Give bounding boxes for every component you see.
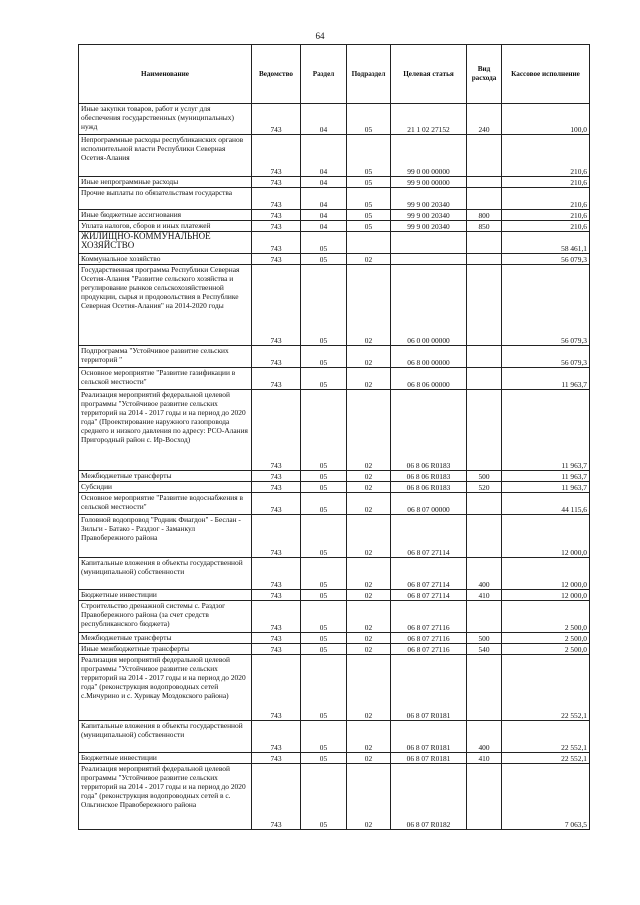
row-expense-type (467, 265, 502, 346)
header-name: Наименование (79, 45, 252, 104)
row-expense-type: 520 (467, 482, 502, 493)
row-amount: 11 963,7 (502, 482, 590, 493)
table-row (79, 104, 590, 135)
table-row (79, 210, 590, 221)
row-expense-type (467, 390, 502, 471)
table-body (79, 104, 590, 830)
row-section: 05 (301, 346, 347, 368)
header-subsection: Подраздел (347, 45, 391, 104)
row-subsection: 02 (347, 601, 391, 633)
table-row (79, 346, 590, 368)
row-name: Уплата налогов, сборов и иных платежей (79, 221, 252, 232)
row-target: 99 9 00 20340 (391, 221, 467, 232)
row-expense-type: 400 (467, 721, 502, 753)
row-name: Государственная программа Республики Северная Осетия-Алания "Развитие сельского хозяйства и регулирование рынков сельскохозяйственной продукции, сырья и продовольствия в Республике Северная Осетия-Алания" на 2014-2020 годы (79, 265, 252, 346)
table-row (79, 721, 590, 753)
row-amount: 12 000,0 (502, 515, 590, 558)
row-subsection: 02 (347, 346, 391, 368)
row-subsection: 02 (347, 482, 391, 493)
row-target: 06 8 07 00000 (391, 493, 467, 515)
row-expense-type (467, 493, 502, 515)
row-name: Межбюджетные трансферты (79, 633, 252, 644)
row-target: 21 1 02 27152 (391, 104, 467, 135)
row-section: 05 (301, 558, 347, 590)
row-name: Прочие выплаты по обязательствам государства (79, 188, 252, 210)
table-row (79, 390, 590, 471)
row-subsection: 02 (347, 558, 391, 590)
row-subsection: 02 (347, 493, 391, 515)
row-name: ЖИЛИЩНО-КОММУНАЛЬНОЕ ХОЗЯЙСТВО (79, 232, 252, 254)
row-section: 04 (301, 177, 347, 188)
row-section: 04 (301, 210, 347, 221)
row-target: 06 8 07 27116 (391, 601, 467, 633)
row-dept: 743 (252, 221, 301, 232)
row-dept: 743 (252, 210, 301, 221)
row-section: 05 (301, 753, 347, 764)
row-expense-type: 410 (467, 590, 502, 601)
row-expense-type: 800 (467, 210, 502, 221)
row-dept: 743 (252, 104, 301, 135)
row-subsection: 02 (347, 655, 391, 721)
table-row (79, 254, 590, 265)
row-subsection: 02 (347, 764, 391, 830)
row-name: Капитальные вложения в объекты государственной (муниципальной) собственности (79, 721, 252, 753)
table-row (79, 558, 590, 590)
row-target: 06 8 06 R0183 (391, 482, 467, 493)
row-expense-type: 500 (467, 471, 502, 482)
table-row (79, 135, 590, 177)
table-row (79, 644, 590, 655)
table-row (79, 515, 590, 558)
row-name: Капитальные вложения в объекты государственной (муниципальной) собственности (79, 558, 252, 590)
row-target: 99 9 00 00000 (391, 177, 467, 188)
row-amount: 22 552,1 (502, 753, 590, 764)
row-dept: 743 (252, 135, 301, 177)
row-dept: 743 (252, 655, 301, 721)
row-subsection: 02 (347, 721, 391, 753)
row-section: 05 (301, 390, 347, 471)
row-expense-type: 400 (467, 558, 502, 590)
row-subsection: 02 (347, 753, 391, 764)
row-subsection: 05 (347, 188, 391, 210)
table-header-row (79, 45, 590, 104)
row-section: 04 (301, 221, 347, 232)
header-target: Целевая статья (391, 45, 467, 104)
row-target: 99 0 00 00000 (391, 135, 467, 177)
row-amount: 58 461,1 (502, 232, 590, 254)
row-expense-type (467, 764, 502, 830)
row-expense-type: 540 (467, 644, 502, 655)
row-amount: 210,6 (502, 188, 590, 210)
row-section: 05 (301, 655, 347, 721)
table-row (79, 655, 590, 721)
table-row (79, 221, 590, 232)
row-name: Строительство дренажной системы с. Раздзог Правобережного района (за счет средств республиканского бюджета) (79, 601, 252, 633)
row-amount: 100,0 (502, 104, 590, 135)
row-dept: 743 (252, 482, 301, 493)
row-amount: 210,6 (502, 177, 590, 188)
row-subsection: 05 (347, 135, 391, 177)
table-row (79, 177, 590, 188)
row-name: Иные закупки товаров, работ и услуг для обеспечения государственных (муниципальных) нужд (79, 104, 252, 135)
row-dept: 743 (252, 764, 301, 830)
row-target: 06 8 07 27116 (391, 644, 467, 655)
row-target: 06 8 07 R0182 (391, 764, 467, 830)
row-expense-type (467, 515, 502, 558)
row-subsection: 05 (347, 104, 391, 135)
row-name: Реализация мероприятий федеральной целевой программы "Устойчивое развитие сельских территорий на 2014 - 2017 годы и на период до 2020 года" (реконструкция водопроводных сетей в с. Ольгинское Правобережного района (79, 764, 252, 830)
row-target: 06 8 07 27114 (391, 590, 467, 601)
row-subsection: 05 (347, 221, 391, 232)
row-section: 05 (301, 254, 347, 265)
row-dept: 743 (252, 368, 301, 390)
row-amount: 210,6 (502, 135, 590, 177)
row-dept: 743 (252, 493, 301, 515)
row-amount: 12 000,0 (502, 558, 590, 590)
row-section: 05 (301, 493, 347, 515)
row-section: 05 (301, 721, 347, 753)
row-section: 05 (301, 644, 347, 655)
table-row (79, 753, 590, 764)
table-row (79, 493, 590, 515)
row-amount: 11 963,7 (502, 368, 590, 390)
row-amount: 7 063,5 (502, 764, 590, 830)
row-target: 06 8 07 27114 (391, 558, 467, 590)
row-expense-type: 850 (467, 221, 502, 232)
table-row (79, 601, 590, 633)
row-expense-type (467, 188, 502, 210)
row-dept: 743 (252, 177, 301, 188)
table-row (79, 764, 590, 830)
row-target (391, 254, 467, 265)
row-section: 04 (301, 104, 347, 135)
row-amount: 2 500,0 (502, 601, 590, 633)
row-target: 99 9 00 20340 (391, 210, 467, 221)
table-row (79, 471, 590, 482)
row-subsection: 02 (347, 471, 391, 482)
row-amount: 22 552,1 (502, 655, 590, 721)
row-subsection: 02 (347, 254, 391, 265)
row-name: Реализация мероприятий федеральной целевой программы "Устойчивое развитие сельских территорий на 2014 - 2017 годы и на период до 2020 года" (Проектирование наружного газопровода среднего и низкого давления по адресу: РСО-Алания Пригородный район с. Ир-Восход) (79, 390, 252, 471)
row-subsection: 02 (347, 633, 391, 644)
table-row (79, 368, 590, 390)
row-amount: 210,6 (502, 210, 590, 221)
row-subsection: 02 (347, 390, 391, 471)
row-section: 04 (301, 135, 347, 177)
row-dept: 743 (252, 390, 301, 471)
row-target: 06 8 06 R0183 (391, 390, 467, 471)
row-amount: 11 963,7 (502, 471, 590, 482)
row-name: Коммунальное хозяйство (79, 254, 252, 265)
row-name: Иные непрограммные расходы (79, 177, 252, 188)
row-expense-type (467, 232, 502, 254)
row-name: Иные межбюджетные трансферты (79, 644, 252, 655)
row-target: 06 8 07 R0181 (391, 655, 467, 721)
row-section: 04 (301, 188, 347, 210)
row-expense-type: 500 (467, 633, 502, 644)
row-expense-type (467, 254, 502, 265)
row-dept: 743 (252, 590, 301, 601)
row-amount: 22 552,1 (502, 721, 590, 753)
row-section: 05 (301, 764, 347, 830)
row-dept: 743 (252, 346, 301, 368)
row-dept: 743 (252, 558, 301, 590)
table-row (79, 188, 590, 210)
row-name: Реализация мероприятий федеральной целевой программы "Устойчивое развитие сельских территорий на 2014 - 2017 годы и на период до 2020 года" (реконструкция водопроводных сетей с.Мичурино и с. Хурикау Моздокского района) (79, 655, 252, 721)
row-dept: 743 (252, 753, 301, 764)
row-target: 06 8 00 00000 (391, 346, 467, 368)
row-amount: 44 115,6 (502, 493, 590, 515)
row-dept: 743 (252, 188, 301, 210)
row-dept: 743 (252, 265, 301, 346)
row-dept: 743 (252, 515, 301, 558)
budget-table (78, 44, 590, 830)
row-subsection: 05 (347, 210, 391, 221)
row-section: 05 (301, 368, 347, 390)
row-section: 05 (301, 232, 347, 254)
row-name: Субсидии (79, 482, 252, 493)
row-section: 05 (301, 633, 347, 644)
row-subsection: 02 (347, 590, 391, 601)
row-dept: 743 (252, 633, 301, 644)
row-target: 06 8 07 R0181 (391, 721, 467, 753)
row-target: 06 8 06 00000 (391, 368, 467, 390)
row-name: Межбюджетные трансферты (79, 471, 252, 482)
row-subsection: 02 (347, 265, 391, 346)
row-target: 99 9 00 20340 (391, 188, 467, 210)
table-row (79, 265, 590, 346)
header-dept: Ведомство (252, 45, 301, 104)
row-expense-type (467, 177, 502, 188)
row-section: 05 (301, 482, 347, 493)
row-expense-type (467, 601, 502, 633)
row-amount: 11 963,7 (502, 390, 590, 471)
table-row (79, 590, 590, 601)
row-section: 05 (301, 515, 347, 558)
row-dept: 743 (252, 644, 301, 655)
row-name: Основное мероприятие "Развитие газификации в сельской местности" (79, 368, 252, 390)
row-amount: 2 500,0 (502, 633, 590, 644)
row-name: Основное мероприятие "Развитие водоснабжения в сельской местности" (79, 493, 252, 515)
row-name: Бюджетные инвестиции (79, 590, 252, 601)
row-target: 06 8 07 27116 (391, 633, 467, 644)
row-section: 05 (301, 601, 347, 633)
row-dept: 743 (252, 601, 301, 633)
table-row (79, 633, 590, 644)
row-expense-type (467, 346, 502, 368)
header-expense-type: Вид расхода (467, 45, 502, 104)
row-name: Головной водопровод "Родник Фиагдон" - Беслан - Зильги - Батако - Раздзог - Заманкул Правобережного района (79, 515, 252, 558)
row-target (391, 232, 467, 254)
row-dept: 743 (252, 232, 301, 254)
row-section: 05 (301, 471, 347, 482)
row-expense-type (467, 655, 502, 721)
row-expense-type (467, 368, 502, 390)
row-amount: 2 500,0 (502, 644, 590, 655)
header-execution: Кассовое исполнение (502, 45, 590, 104)
row-target: 06 0 00 00000 (391, 265, 467, 346)
row-amount: 210,6 (502, 221, 590, 232)
row-name: Бюджетные инвестиции (79, 753, 252, 764)
table-row (79, 232, 590, 254)
row-dept: 743 (252, 254, 301, 265)
row-expense-type: 240 (467, 104, 502, 135)
header-section: Раздел (301, 45, 347, 104)
row-subsection: 02 (347, 515, 391, 558)
row-subsection: 02 (347, 644, 391, 655)
row-section: 05 (301, 265, 347, 346)
row-target: 06 8 07 R0181 (391, 753, 467, 764)
row-dept: 743 (252, 471, 301, 482)
row-subsection: 05 (347, 177, 391, 188)
row-expense-type (467, 135, 502, 177)
row-section: 05 (301, 590, 347, 601)
row-amount: 56 079,3 (502, 254, 590, 265)
row-target: 06 8 07 27114 (391, 515, 467, 558)
row-name: Иные бюджетные ассигнования (79, 210, 252, 221)
row-amount: 12 000,0 (502, 590, 590, 601)
page-number: 64 (315, 31, 325, 41)
row-dept: 743 (252, 721, 301, 753)
row-name: Непрограммные расходы республиканских органов исполнительной власти Республики Северная Осетия-Алания (79, 135, 252, 177)
table-row (79, 482, 590, 493)
row-subsection (347, 232, 391, 254)
row-name: Подпрограмма "Устойчивое развитие сельских территорий " (79, 346, 252, 368)
row-expense-type: 410 (467, 753, 502, 764)
row-amount: 56 079,3 (502, 265, 590, 346)
row-amount: 56 079,3 (502, 346, 590, 368)
row-target: 06 8 06 R0183 (391, 471, 467, 482)
row-subsection: 02 (347, 368, 391, 390)
